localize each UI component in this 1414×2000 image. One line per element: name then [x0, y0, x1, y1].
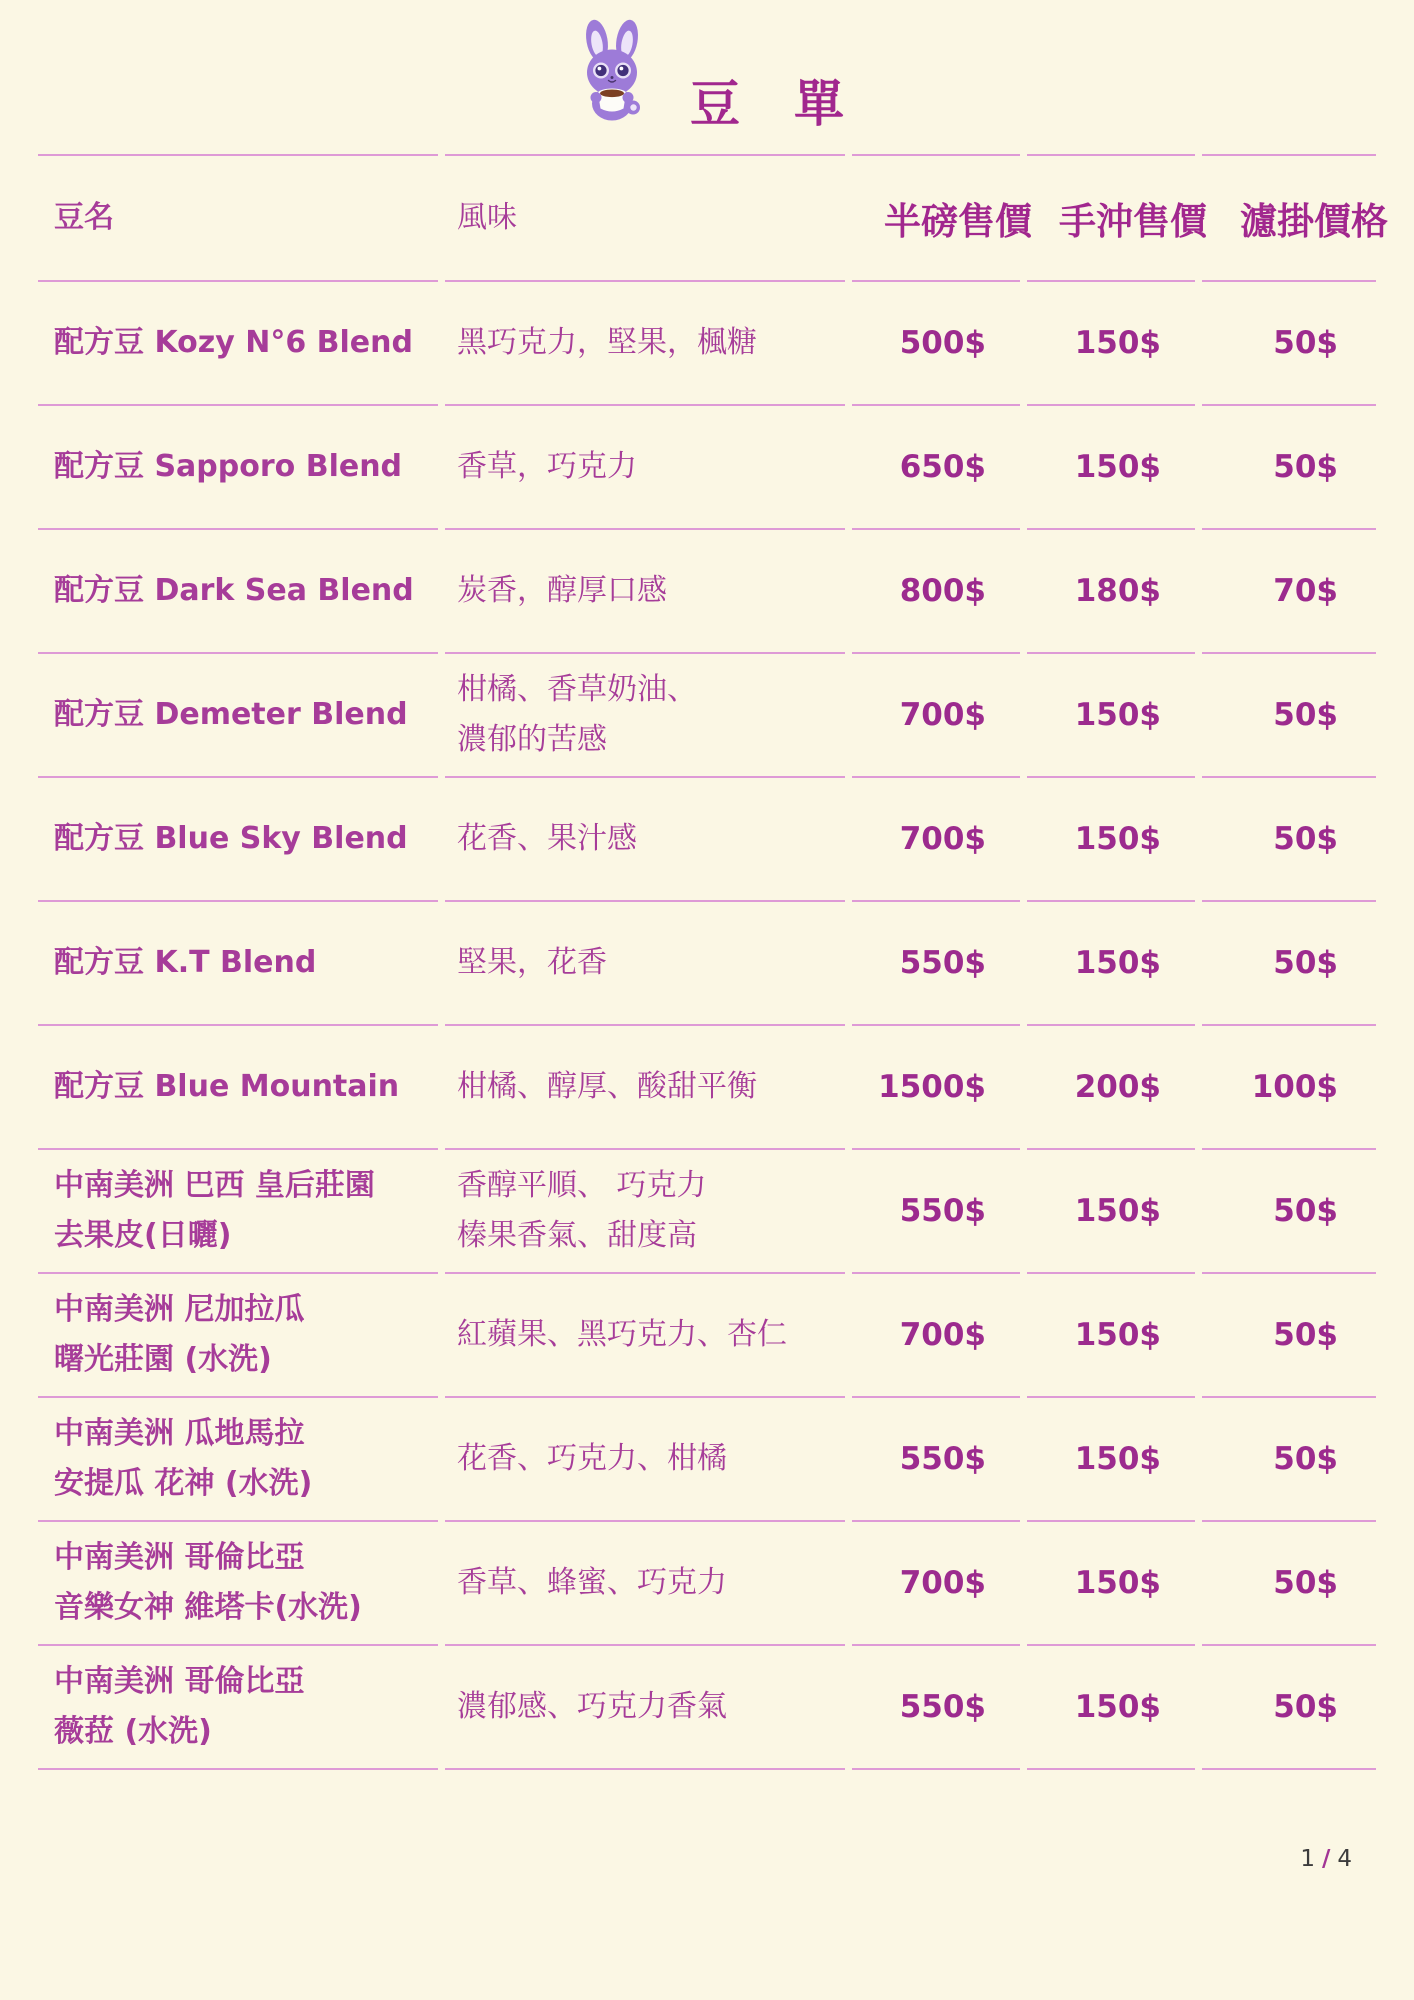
bean-name-cell: 中南美洲 尼加拉瓜 曙光莊園 (水洗) — [38, 1272, 438, 1396]
price-half-pound-cell: 650$ — [852, 404, 1020, 528]
table-row — [38, 1396, 1376, 1520]
price-pour-over-cell: 150$ — [1027, 280, 1195, 404]
flavor-cell: 紅蘋果、黑巧克力、杏仁 — [445, 1272, 845, 1396]
price-pour-over-cell: 180$ — [1027, 528, 1195, 652]
table-row — [38, 280, 1376, 404]
bean-name-cell: 配方豆 Dark Sea Blend — [38, 528, 438, 652]
price-pour-over-cell: 150$ — [1027, 900, 1195, 1024]
price-drip-bag-cell: 50$ — [1202, 900, 1376, 1024]
price-drip-bag-cell: 50$ — [1202, 1148, 1376, 1272]
flavor-cell: 黑巧克力，堅果，楓糖 — [445, 280, 845, 404]
table-row — [38, 1024, 1376, 1148]
price-half-pound-cell: 550$ — [852, 1644, 1020, 1768]
table-bottom-rule — [38, 1768, 1376, 1770]
price-half-pound-cell: 700$ — [852, 1272, 1020, 1396]
table-body — [38, 280, 1376, 1768]
flavor-cell: 柑橘、醇厚、酸甜平衡 — [445, 1024, 845, 1148]
flavor-cell: 炭香，醇厚口感 — [445, 528, 845, 652]
table-header-row — [38, 154, 1388, 280]
bean-name-cell: 中南美洲 哥倫比亞 音樂女神 維塔卡(水洗) — [38, 1520, 438, 1644]
price-drip-bag-cell: 50$ — [1202, 1396, 1376, 1520]
price-half-pound-cell: 550$ — [852, 900, 1020, 1024]
column-header-bean-name: 豆名 — [38, 154, 438, 280]
price-pour-over-cell: 150$ — [1027, 1396, 1195, 1520]
page-number — [1300, 1846, 1352, 1872]
price-drip-bag-cell: 50$ — [1202, 776, 1376, 900]
table-row — [38, 776, 1376, 900]
table-row — [38, 528, 1376, 652]
price-drip-bag-cell: 50$ — [1202, 404, 1376, 528]
bean-name-cell: 中南美洲 瓜地馬拉 安提瓜 花神 (水洗) — [38, 1396, 438, 1520]
price-half-pound-cell: 1500$ — [852, 1024, 1020, 1148]
price-half-pound-cell: 700$ — [852, 652, 1020, 776]
flavor-cell: 花香、巧克力、柑橘 — [445, 1396, 845, 1520]
flavor-cell: 香醇平順、 巧克力 榛果香氣、甜度高 — [445, 1148, 845, 1272]
page-title: 豆 單 — [690, 74, 846, 133]
price-half-pound-cell: 550$ — [852, 1148, 1020, 1272]
page-number-current: 1 — [1300, 1846, 1315, 1872]
price-drip-bag-cell: 50$ — [1202, 1520, 1376, 1644]
price-pour-over-cell: 150$ — [1027, 652, 1195, 776]
price-drip-bag-cell: 50$ — [1202, 1272, 1376, 1396]
flavor-cell: 濃郁感、巧克力香氣 — [445, 1644, 845, 1768]
rabbit-coffee-icon — [576, 16, 648, 124]
price-half-pound-cell: 800$ — [852, 528, 1020, 652]
bean-name-cell: 中南美洲 巴西 皇后莊園 去果皮(日曬) — [38, 1148, 438, 1272]
table-row — [38, 1520, 1376, 1644]
table-row — [38, 900, 1376, 1024]
bean-name-cell: 配方豆 K.T Blend — [38, 900, 438, 1024]
column-header-pour-over-price — [1027, 154, 1207, 280]
column-header-half-pound-price — [852, 154, 1032, 280]
table-row — [38, 1644, 1376, 1768]
price-half-pound-cell: 550$ — [852, 1396, 1020, 1520]
table-row — [38, 1148, 1376, 1272]
price-pour-over-cell: 150$ — [1027, 776, 1195, 900]
price-pour-over-cell: 150$ — [1027, 1520, 1195, 1644]
price-drip-bag-cell: 50$ — [1202, 1644, 1376, 1768]
column-header-drip-bag-price — [1202, 154, 1388, 280]
price-drip-bag-cell: 70$ — [1202, 528, 1376, 652]
price-pour-over-cell: 150$ — [1027, 404, 1195, 528]
price-drip-bag-cell: 50$ — [1202, 280, 1376, 404]
price-half-pound-cell: 700$ — [852, 776, 1020, 900]
flavor-cell: 花香、果汁感 — [445, 776, 845, 900]
table-row — [38, 1272, 1376, 1396]
column-header-pour-over-price-label: 手沖售價 — [1059, 200, 1207, 243]
page-number-separator: / — [1321, 1846, 1331, 1872]
column-header-drip-bag-price-label: 濾掛價格 — [1240, 200, 1388, 243]
bean-name-cell: 配方豆 Blue Mountain — [38, 1024, 438, 1148]
bean-name-cell: 中南美洲 哥倫比亞 薇菈 (水洗) — [38, 1644, 438, 1768]
flavor-cell: 香草、蜂蜜、巧克力 — [445, 1520, 845, 1644]
flavor-cell: 堅果，花香 — [445, 900, 845, 1024]
flavor-cell: 柑橘、香草奶油、 濃郁的苦感 — [445, 652, 845, 776]
price-half-pound-cell: 700$ — [852, 1520, 1020, 1644]
price-pour-over-cell: 150$ — [1027, 1148, 1195, 1272]
table-row — [38, 404, 1376, 528]
flavor-cell: 香草，巧克力 — [445, 404, 845, 528]
table-row — [38, 652, 1376, 776]
price-half-pound-cell: 500$ — [852, 280, 1020, 404]
price-drip-bag-cell: 100$ — [1202, 1024, 1376, 1148]
column-header-half-pound-price-label: 半磅售價 — [884, 200, 1032, 243]
bean-name-cell: 配方豆 Blue Sky Blend — [38, 776, 438, 900]
bean-table — [38, 154, 1388, 1770]
bean-name-cell: 配方豆 Demeter Blend — [38, 652, 438, 776]
price-pour-over-cell: 150$ — [1027, 1644, 1195, 1768]
price-pour-over-cell: 200$ — [1027, 1024, 1195, 1148]
page-number-total: 4 — [1337, 1846, 1352, 1872]
column-header-flavor: 風味 — [445, 154, 845, 280]
price-drip-bag-cell: 50$ — [1202, 652, 1376, 776]
bean-name-cell: 配方豆 Kozy N°6 Blend — [38, 280, 438, 404]
bean-name-cell: 配方豆 Sapporo Blend — [38, 404, 438, 528]
price-pour-over-cell: 150$ — [1027, 1272, 1195, 1396]
